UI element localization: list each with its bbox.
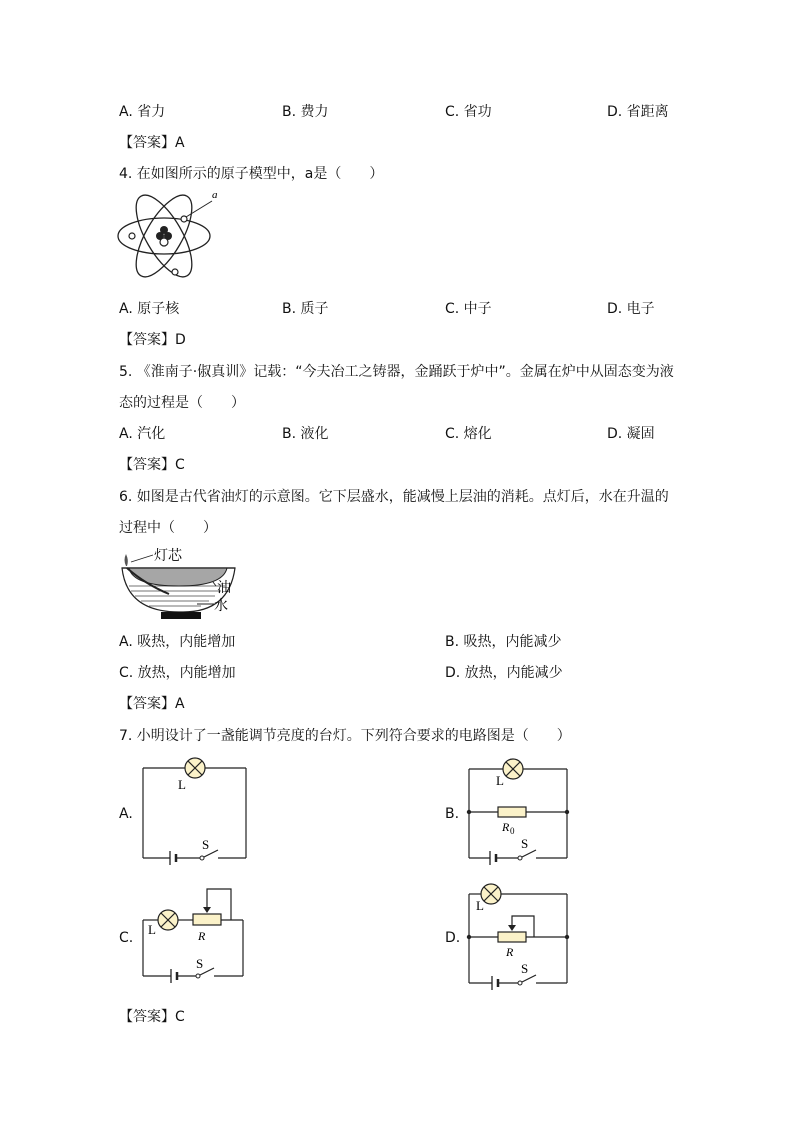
- q6-answer: 【答案】A: [119, 696, 185, 712]
- q6-option-b: B. 吸热，内能减少: [445, 634, 562, 650]
- q3-option-a: A. 省力: [119, 104, 166, 120]
- lamp-label-water: 水: [214, 598, 228, 614]
- q4-answer: 【答案】D: [119, 332, 186, 348]
- circuit-d: [465, 880, 575, 992]
- q3-option-b: B. 费力: [282, 104, 329, 120]
- q4-stem: 4. 在如图所示的原子模型中，a是（ ）: [119, 166, 384, 182]
- svg-text:0: 0: [510, 826, 515, 836]
- atom-model-figure: [112, 186, 222, 278]
- q6-stem-line1: 6. 如图是古代省油灯的示意图。它下层盛水，能减慢上层油的消耗。点灯后，水在升温的: [119, 489, 669, 505]
- q6-option-c: C. 放热，内能增加: [119, 665, 236, 681]
- svg-text:R: R: [198, 929, 206, 943]
- svg-text:S: S: [196, 956, 204, 971]
- svg-text:S: S: [521, 961, 529, 976]
- q6-option-d: D. 放热，内能减少: [445, 665, 563, 681]
- q4-option-d: D. 电子: [607, 301, 655, 317]
- q7-stem: 7. 小明设计了一盏能调节亮度的台灯。下列符合要求的电路图是（ ）: [119, 728, 571, 744]
- q7-answer: 【答案】C: [119, 1009, 185, 1025]
- lamp-icon: [481, 884, 501, 904]
- q7-option-b-label: B.: [445, 806, 460, 822]
- nucleus-icon: [156, 226, 172, 246]
- q4-option-a: A. 原子核: [119, 301, 180, 317]
- lamp-label-oil: 油: [217, 580, 231, 596]
- lamp-icon: [503, 759, 523, 779]
- lamp-icon: [158, 910, 178, 930]
- q4-option-b: B. 质子: [282, 301, 329, 317]
- q5-answer: 【答案】C: [119, 457, 185, 473]
- q7-option-a-label: A.: [119, 806, 133, 822]
- q3-option-d: D. 省距离: [607, 104, 669, 120]
- svg-text:L: L: [178, 777, 186, 792]
- q4-option-c: C. 中子: [445, 301, 492, 317]
- circuit-b: [465, 755, 575, 867]
- q5-option-d: D. 凝固: [607, 426, 655, 442]
- svg-text:L: L: [148, 922, 156, 937]
- q3-answer: 【答案】A: [119, 135, 185, 151]
- q3-option-c: C. 省功: [445, 104, 492, 120]
- q6-option-a: A. 吸热，内能增加: [119, 634, 236, 650]
- q5-option-b: B. 液化: [282, 426, 329, 442]
- svg-text:S: S: [202, 837, 210, 852]
- q5-option-c: C. 熔化: [445, 426, 492, 442]
- svg-text:R: R: [502, 820, 510, 834]
- circuit-c: [138, 882, 250, 984]
- svg-text:R: R: [506, 945, 514, 959]
- q7-option-d-label: D.: [445, 930, 461, 946]
- svg-text:L: L: [476, 898, 484, 913]
- oil-lamp-figure: [117, 546, 242, 622]
- q5-stem-line2: 态的过程是（ ）: [119, 395, 245, 411]
- q7-option-c-label: C.: [119, 930, 134, 946]
- svg-text:S: S: [521, 836, 529, 851]
- q5-option-a: A. 汽化: [119, 426, 166, 442]
- svg-text:L: L: [496, 773, 504, 788]
- q5-stem-line1: 5. 《淮南子·俶真训》记载：“今夫冶工之铸器，金踊跃于炉中”。金属在炉中从固态变为液: [119, 364, 674, 380]
- circuit-a: [138, 755, 250, 867]
- q6-stem-line2: 过程中（ ）: [119, 520, 217, 536]
- lamp-icon: [185, 758, 205, 778]
- atom-label-a: a: [212, 189, 218, 201]
- lamp-label-wick: 灯芯: [154, 548, 182, 564]
